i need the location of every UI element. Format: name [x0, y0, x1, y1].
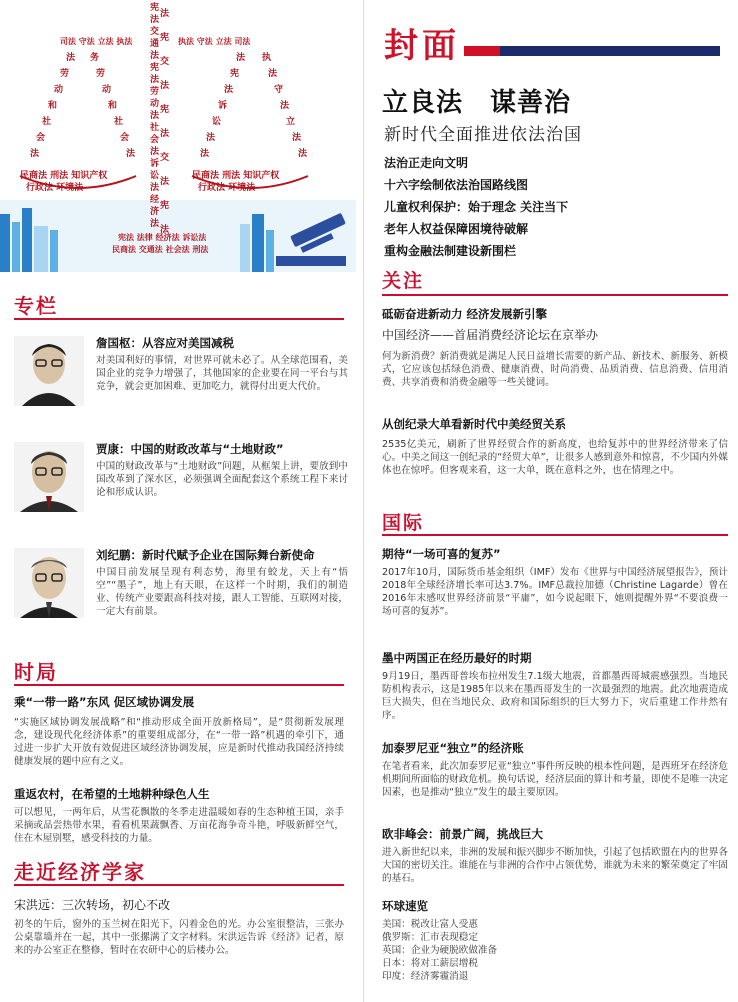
- svg-text:民商法 刑法 知识产权: 民商法 刑法 知识产权: [20, 171, 108, 181]
- columnist-portrait-zhan: [14, 336, 84, 406]
- quick-news-list: [382, 918, 728, 983]
- svg-text:宪: 宪: [160, 105, 170, 115]
- svg-text:法: 法: [126, 149, 136, 159]
- cover-article-list: [384, 152, 724, 262]
- svg-text:劳: 劳: [150, 87, 160, 97]
- svg-text:法: 法: [150, 15, 160, 25]
- columnist-summary: 中国的财政改革与“土地财政”问题，从框架上讲，要放到中国改革到了深水区，必须强调全面配套这个系统工程下来讨论和形成认识。: [96, 461, 348, 498]
- svg-text:交: 交: [150, 27, 160, 37]
- article-title[interactable]: 墨中两国正在经历最好的时期: [382, 651, 532, 665]
- article-summary: 9月19日，墨西哥普埃布拉州发生7.1级大地震，首都墨西哥城震感强烈。当地民防机构表示，这是1985年以来在墨西哥发生的一次最强烈的地震。此次地震造成巨大损失，但在当地民众、政府和国际组织的巨大努力下，灾后重建工作井然有序。: [382, 671, 728, 721]
- section-heading-current: 时局: [14, 660, 58, 684]
- svg-text:法: 法: [150, 111, 160, 121]
- svg-text:法: 法: [160, 177, 170, 187]
- cover-title[interactable]: 立良法 谋善治: [382, 88, 572, 118]
- svg-text:会: 会: [150, 135, 160, 145]
- svg-text:交: 交: [160, 153, 170, 163]
- svg-text:法: 法: [30, 149, 40, 159]
- svg-text:守: 守: [274, 85, 284, 95]
- svg-text:经: 经: [150, 195, 160, 205]
- svg-text:法: 法: [160, 225, 170, 235]
- columnist-portrait-liu: [14, 548, 84, 618]
- svg-text:会: 会: [120, 133, 130, 143]
- svg-text:法: 法: [150, 75, 160, 85]
- article-summary: 2017年10月，国际货币基金组织（IMF）发布《世界与中国经济展望报告》，预计2018年全球经济增长率可达3.7%。IMF总裁拉加德（Christine Lagarde）曾在2016年末感叹世界经济前景“平庸”，如今说起眼下，她则提醒外界“不要浪费一场可喜的复苏”。: [382, 567, 728, 617]
- svg-text:和: 和: [108, 101, 118, 111]
- book-icon: [12, 222, 20, 272]
- article-title[interactable]: 砥砺奋进新动力 经济发展新引擎: [382, 307, 548, 321]
- svg-text:行政法 环境法: 行政法 环境法: [26, 183, 84, 193]
- svg-text:交: 交: [160, 57, 170, 67]
- article-title[interactable]: 环球速览: [382, 899, 428, 913]
- section-heading-international: 国际: [382, 512, 425, 534]
- book-icon: [240, 224, 250, 272]
- article-title[interactable]: 宋洪远：三次转场，初心不改: [14, 898, 171, 912]
- svg-text:法: 法: [200, 149, 210, 159]
- cover-article-link[interactable]: 重构金融法制建设新围栏: [384, 244, 517, 258]
- svg-text:立: 立: [286, 117, 296, 127]
- svg-text:动: 动: [102, 85, 112, 95]
- svg-text:会: 会: [36, 133, 46, 143]
- section-rule: [382, 294, 728, 296]
- scales-of-justice-illustration: [0, 0, 356, 272]
- svg-text:法: 法: [150, 147, 160, 157]
- article-title[interactable]: 加泰罗尼亚“独立”的经济账: [382, 741, 524, 755]
- columnist-item[interactable]: [14, 548, 348, 632]
- svg-text:执法 守法 立法 司法: 执法 守法 立法 司法: [178, 37, 251, 46]
- cover-article-link[interactable]: 儿童权利保护：始于理念 关注当下: [384, 200, 569, 214]
- columnist-title[interactable]: 詹国枢：从容应对美国减税: [96, 336, 234, 350]
- svg-text:通: 通: [150, 39, 160, 49]
- svg-text:宪: 宪: [150, 3, 160, 13]
- section-rule: [14, 318, 344, 320]
- svg-text:法: 法: [292, 133, 302, 143]
- svg-text:法: 法: [224, 85, 234, 95]
- svg-text:执: 执: [262, 53, 272, 63]
- svg-text:劳: 劳: [60, 69, 70, 79]
- cover-article-link[interactable]: 老年人权益保障困境待破解: [384, 222, 529, 236]
- cover-illustration: [0, 0, 356, 272]
- article-summary: 可以想见，一两年后，从雪花飘散的冬季走进温暖如春的生态种植王国，亲手采摘或品尝热带水果，看看机果蔬飘香、万亩花海争奇斗艳，呼吸新鲜空气，住在木屋别墅，感受科技的力量。: [14, 807, 344, 844]
- section-rule: [14, 684, 344, 686]
- svg-text:济: 济: [150, 207, 160, 217]
- svg-text:社: 社: [42, 117, 52, 127]
- section-rule: [382, 534, 728, 536]
- svg-text:司法 守法 立法 执法: 司法 守法 立法 执法: [60, 37, 133, 46]
- column-divider: [363, 0, 364, 1002]
- right-column: [372, 0, 738, 1002]
- svg-text:讼: 讼: [212, 117, 222, 127]
- svg-text:法: 法: [150, 219, 160, 229]
- svg-text:社: 社: [114, 117, 124, 127]
- svg-text:法: 法: [298, 149, 308, 159]
- svg-text:宪: 宪: [150, 63, 160, 73]
- quick-news-item[interactable]: 俄罗斯：汇市表现稳定: [382, 932, 478, 943]
- article-title[interactable]: 欧非峰会：前景广阔，挑战巨大: [382, 827, 543, 841]
- svg-text:法: 法: [268, 69, 278, 79]
- svg-text:诉: 诉: [218, 101, 228, 111]
- quick-news-item[interactable]: 印度：经济雾霾消退: [382, 971, 469, 982]
- svg-text:法: 法: [280, 101, 290, 111]
- article-title[interactable]: 重返农村，在希望的土地耕种绿色人生: [14, 787, 210, 801]
- book-icon: [34, 226, 48, 272]
- svg-text:讼: 讼: [150, 171, 160, 181]
- left-column: [0, 0, 356, 1002]
- section-heading-economist: 走近经济学家: [14, 860, 146, 884]
- svg-text:和: 和: [48, 101, 58, 111]
- section-heading-column: 专栏: [14, 294, 58, 318]
- svg-text:宪: 宪: [160, 201, 170, 211]
- article-title[interactable]: 从创纪录大单看新时代中美经贸关系: [382, 417, 566, 431]
- svg-text:法: 法: [206, 133, 216, 143]
- svg-text:行政法 环境法: 行政法 环境法: [198, 183, 256, 193]
- article-title[interactable]: 期待“一场可喜的复苏”: [382, 547, 501, 561]
- article-summary: 初冬的午后，窗外的玉兰树在阳光下，闪着金色的光。办公室很整洁，三张办公桌靠墙并在一起，其中一张摞满了文字材料。宋洪远告诉《经济》记者，原来的办公室正在整修，暂时在农研中心的后楼办公。: [14, 919, 344, 956]
- book-icon: [252, 214, 264, 272]
- svg-text:劳: 劳: [96, 69, 106, 79]
- section-rule: [14, 884, 344, 886]
- svg-text:社: 社: [150, 123, 160, 133]
- columnist-title[interactable]: 贾康：中国的财政改革与“土地财政”: [96, 442, 284, 456]
- columnist-item[interactable]: [14, 336, 348, 420]
- columnist-summary: 对美国利好的事情，对世界可就未必了。从全球范围看，美国企业的竞争力增强了，其他国家的企业要在同一平台与其竞争，就会更加困难、更加吃力，就得付出更大代价。: [96, 355, 348, 392]
- svg-text:法: 法: [150, 51, 160, 61]
- article-summary: “实施区域协调发展战略”和“推动形成全面开放新格局”，是“贯彻新发展理念，建设现代化经济体系”的重要组成部分，在“一带一路”机遇的牵引下，通过进一步扩大开放有效促进区域经济协调发展，应是新时代推动我国经济持续健康发展的题中应有之义。: [14, 717, 344, 767]
- article-summary: 何为新消费？新消费就是满足人民日益增长需要的新产品、新技术、新服务、新模式，它应该包括绿色消费、健康消费、时尚消费、品质消费、信息消费、信用消费、共享消费和消费金融等一些关键词。: [382, 351, 728, 388]
- quick-news-item[interactable]: 英国：企业为硬脱欧做准备: [382, 945, 498, 956]
- svg-text:动: 动: [54, 85, 64, 95]
- book-icon: [22, 208, 32, 272]
- svg-text:宪法 法律 经济法 诉讼法: 宪法 法律 经济法 诉讼法: [118, 233, 207, 242]
- article-summary: 2535亿美元，刷新了世界经贸合作的新高度，也给复苏中的世界经济带来了信心。中美之间这一创纪录的“经贸大单”，让很多人感到意外和惊喜，不少国内外媒体也在惊呼。但客观来看，这一大单，既在意料之外，也在情理之中。: [382, 439, 728, 476]
- cover-article-link[interactable]: 法治正走向文明: [384, 156, 469, 170]
- columnist-item[interactable]: [14, 442, 348, 526]
- svg-text:宪: 宪: [230, 69, 240, 79]
- book-icon: [266, 230, 274, 272]
- article-title[interactable]: 乘“一带一路”东风 促区域协调发展: [14, 695, 195, 709]
- quick-news-item[interactable]: 日本：将对工薪层增税: [382, 958, 478, 969]
- quick-news-item[interactable]: 美国：税改让富人受惠: [382, 919, 478, 930]
- svg-text:法: 法: [236, 53, 246, 63]
- cover-article-link[interactable]: 十六字绘制依法治国路线图: [384, 178, 529, 192]
- svg-text:法: 法: [160, 129, 170, 139]
- svg-text:法: 法: [150, 183, 160, 193]
- svg-text:务: 务: [90, 53, 100, 63]
- columnist-summary: 中国目前发展呈现有利态势，海里有蛟龙，天上有“悟空”“墨子”，地上有天眼，在这样一个时期，我们的制造业、传统产业要跟高科技对接，跟人工智能、互联网对接，一定大有前景。: [96, 567, 348, 617]
- cover-bar-red: [464, 46, 500, 56]
- book-icon: [50, 230, 58, 272]
- svg-text:民商法 刑法 知识产权: 民商法 刑法 知识产权: [192, 171, 280, 181]
- columnist-title[interactable]: 刘纪鹏：新时代赋予企业在国际舞台新使命: [96, 548, 315, 562]
- svg-text:诉: 诉: [150, 159, 160, 169]
- article-subtitle: 中国经济——首届消费经济论坛在京举办: [382, 328, 599, 342]
- article-summary: 在笔者看来，此次加泰罗尼亚“独立”事件所反映的根本性问题，是西班牙在经济危机期间所面临的财政危机。换句话说，经济层面的算计和考量，即使不是唯一决定因素，也是推动“独立”发生的最主要原因。: [382, 761, 728, 798]
- svg-text:法: 法: [66, 53, 76, 63]
- cover-bar-blue: [500, 46, 720, 56]
- svg-text:民商法 交通法 社会法 刑法: 民商法 交通法 社会法 刑法: [112, 245, 209, 254]
- book-icon: [0, 214, 10, 272]
- svg-text:法: 法: [160, 81, 170, 91]
- cover-subtitle: 新时代全面推进依法治国: [384, 125, 582, 145]
- columnist-portrait-jia: [14, 442, 84, 512]
- svg-text:法: 法: [160, 9, 170, 19]
- svg-text:宪: 宪: [160, 33, 170, 43]
- section-heading-focus: 关注: [382, 270, 425, 292]
- svg-text:动: 动: [150, 99, 160, 109]
- cover-label: 封面: [384, 26, 460, 66]
- article-summary: 进入新世纪以来，非洲的发展和振兴脚步不断加快，引起了包括欧盟在内的世界各大国的密切关注。谁能在与非洲的合作中占领优势，谁就为未来的繁荣奠定了牢固的基石。: [382, 847, 728, 884]
